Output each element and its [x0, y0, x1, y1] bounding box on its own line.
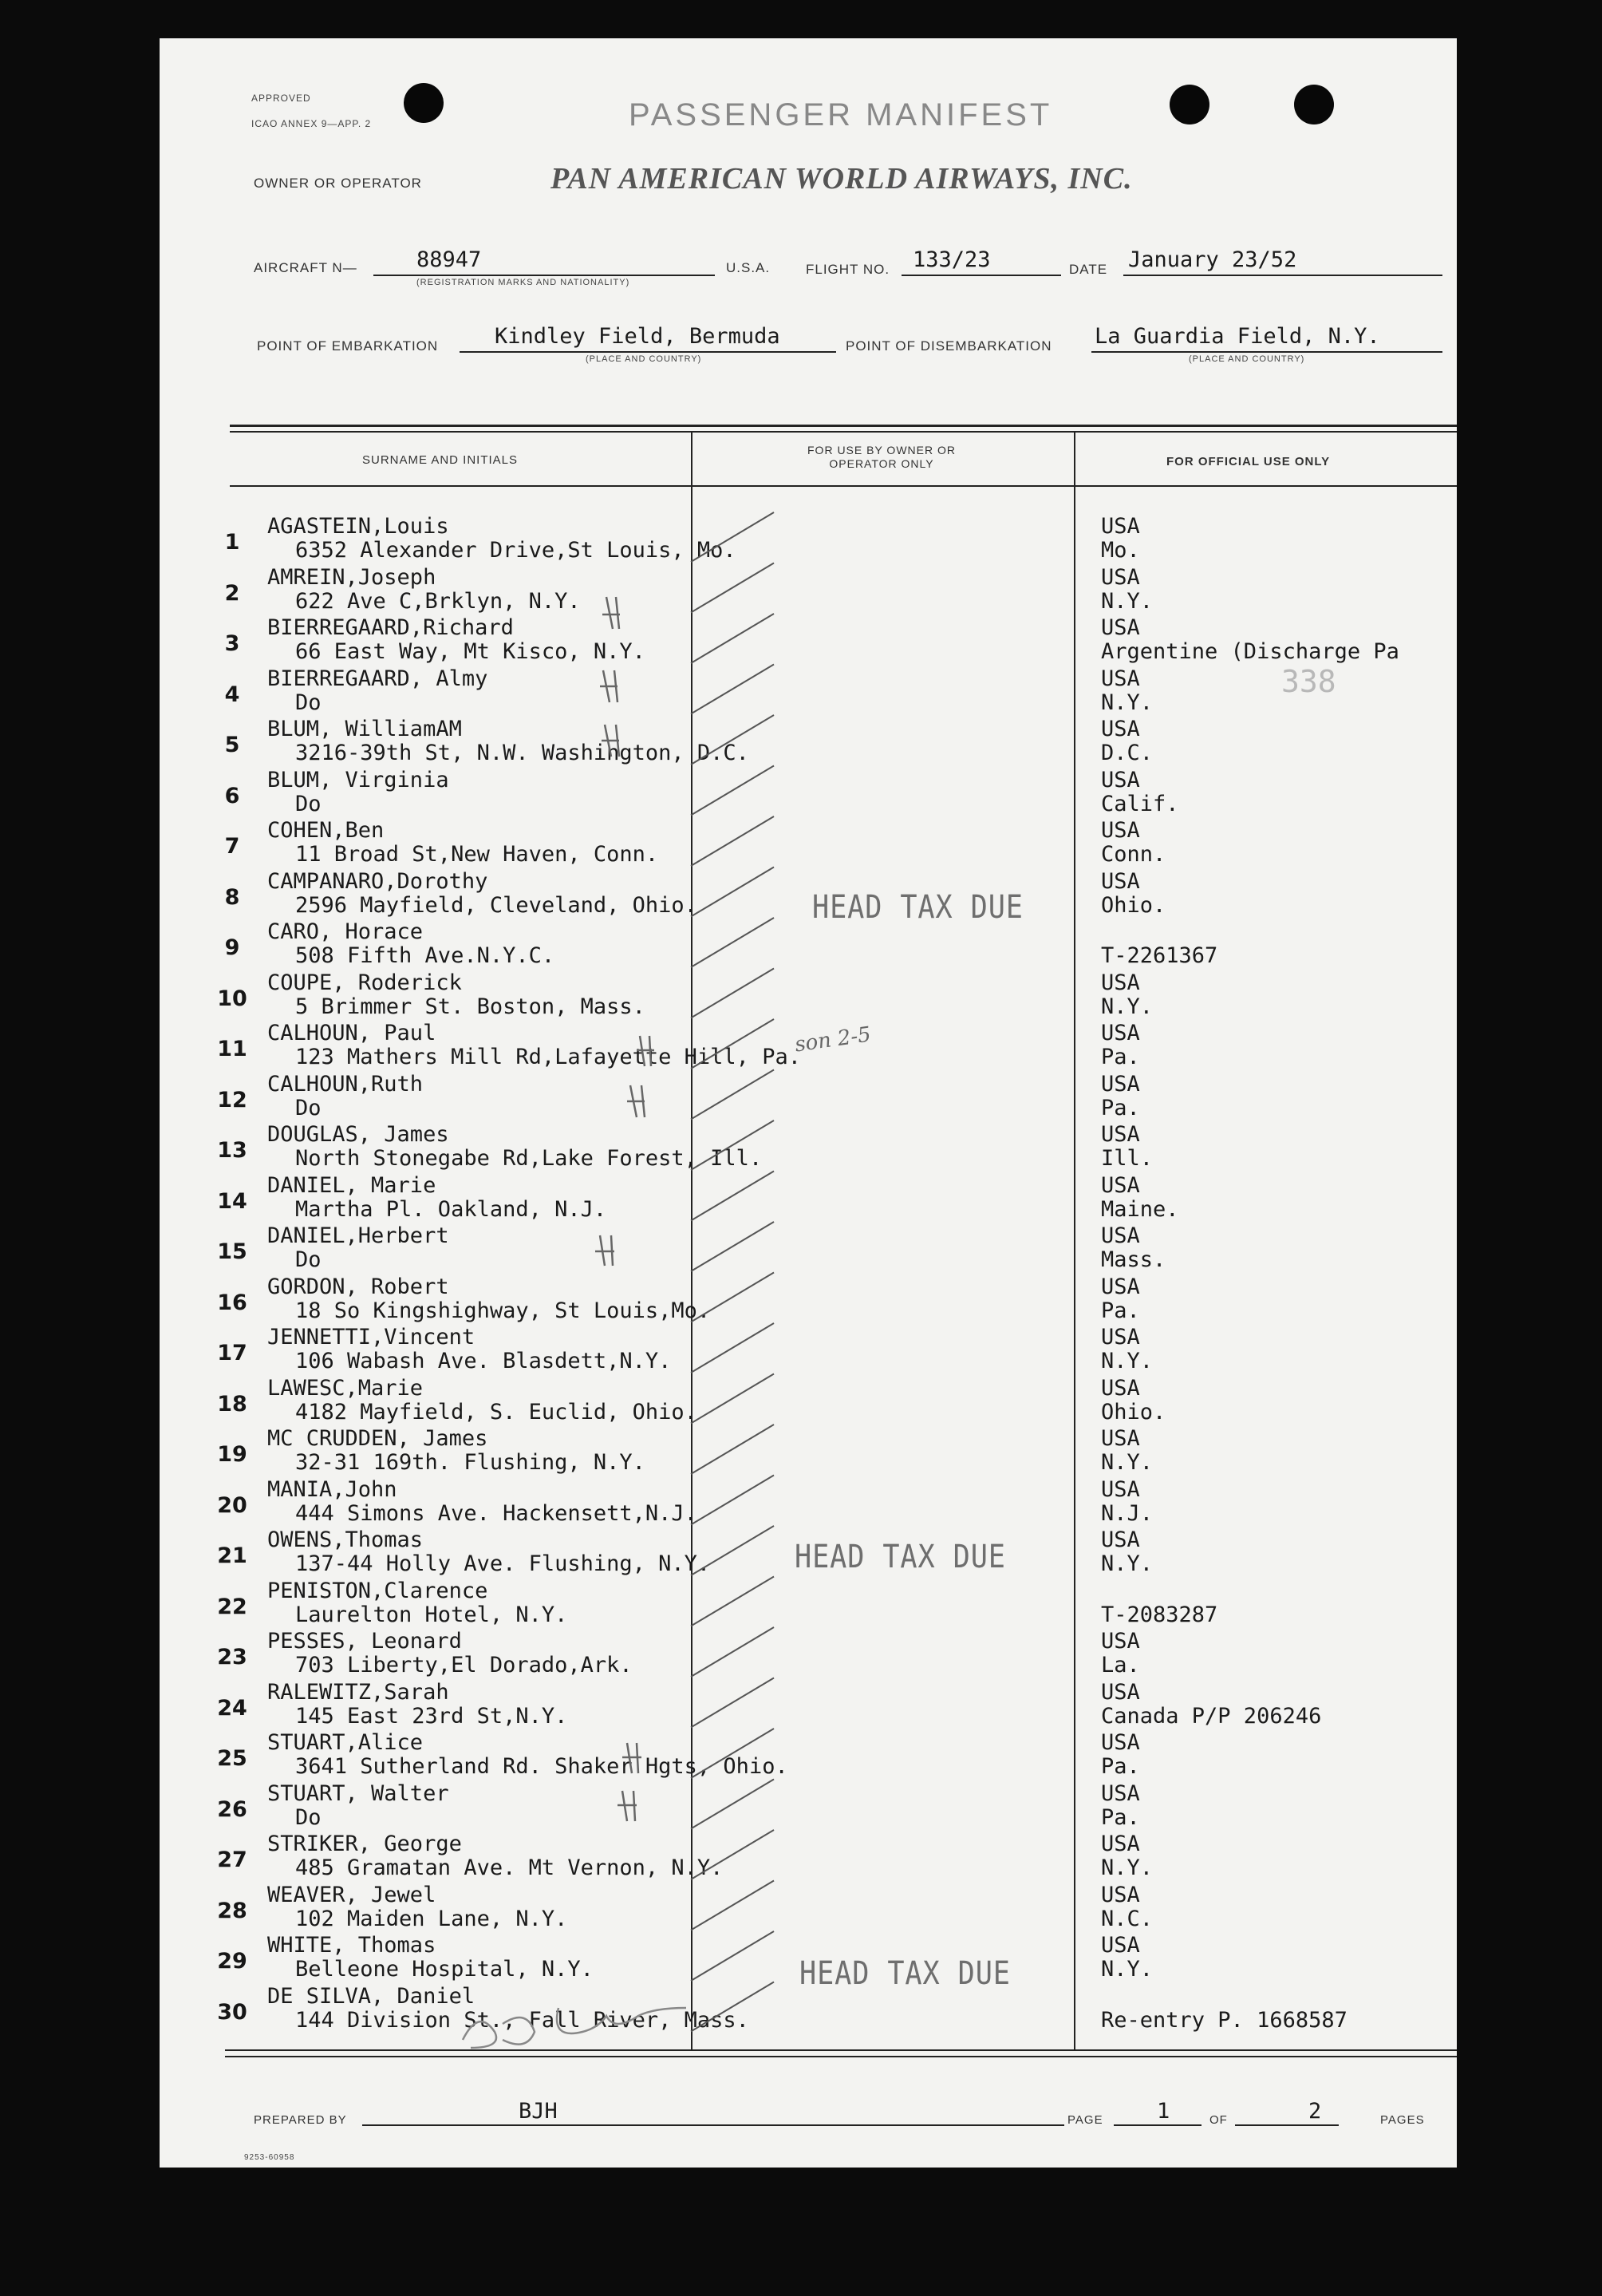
row-number: 24 [217, 1695, 247, 1721]
row-number: 27 [217, 1847, 247, 1872]
row-number: 26 [217, 1796, 247, 1822]
official-country: USA [1101, 564, 1140, 590]
official-country: USA [1101, 970, 1140, 995]
embark-value: Kindley Field, Bermuda [495, 324, 780, 349]
passenger-name: STRIKER, George [267, 1832, 462, 1856]
passenger-address: 102 Maiden Lane, N.Y. [295, 1906, 568, 1931]
passenger-address: Do [295, 1804, 322, 1830]
row-number: 4 [224, 682, 240, 707]
check-slash [691, 1323, 774, 1373]
official-country: USA [1101, 1933, 1140, 1958]
owner-value: PAN AMERICAN WORLD AIRWAYS, INC. [550, 162, 1133, 196]
row-number: 22 [217, 1594, 247, 1619]
passenger-address: Do [295, 1247, 322, 1272]
row-number: 13 [217, 1138, 247, 1163]
passenger-name: COUPE, Roderick [267, 970, 462, 995]
page-total: 2 [1308, 2099, 1322, 2124]
pages-label: PAGES [1380, 2113, 1425, 2127]
date-value: January 23/52 [1128, 247, 1297, 272]
official-country: USA [1101, 1780, 1140, 1806]
check-slash [691, 1931, 774, 1981]
passenger-address: 145 East 23rd St,N.Y. [295, 1703, 568, 1729]
check-slash [691, 918, 774, 967]
row-number: 30 [217, 1999, 247, 2025]
handwritten-checkmarks [160, 38, 1457, 2168]
official-detail: N.Y. [1101, 1551, 1154, 1576]
official-country: USA [1101, 818, 1140, 843]
aircraft-label: AIRCRAFT N— [254, 260, 357, 275]
passenger-address: 3216-39th St, N.W. Washington, D.C. [295, 741, 749, 765]
row-number: 7 [224, 834, 240, 859]
aircraft-number: 88947 [416, 247, 482, 272]
rule [362, 2124, 1064, 2126]
row-number: 23 [217, 1645, 247, 1670]
passenger-name: CALHOUN, Paul [267, 1021, 436, 1045]
check-slash [691, 665, 774, 714]
row-number: 3 [224, 631, 240, 656]
check-slash [691, 1577, 774, 1626]
official-country: USA [1101, 615, 1140, 640]
official-country: USA [1101, 1882, 1140, 1907]
passenger-name: AGASTEIN,Louis [267, 514, 449, 539]
row-number: 15 [217, 1239, 247, 1264]
manifest-sheet [160, 38, 1457, 2168]
official-detail: N.Y. [1101, 588, 1154, 614]
date-label: DATE [1069, 262, 1108, 277]
check-slash [691, 1627, 774, 1677]
passenger-name: CARO, Horace [267, 919, 424, 944]
passenger-name: RALEWITZ,Sarah [267, 1679, 449, 1705]
check-slash [691, 563, 774, 613]
official-detail: Mass. [1101, 1247, 1166, 1272]
official-detail: Argentine (Discharge Pa [1101, 639, 1399, 664]
passenger-address: 485 Gramatan Ave. Mt Vernon, N.Y. [295, 1855, 724, 1880]
row-number: 8 [224, 884, 240, 910]
official-detail: N.J. [1101, 1500, 1154, 1526]
passenger-address: Do [295, 791, 322, 816]
passenger-name: CALHOUN,Ruth [267, 1071, 424, 1097]
check-slash [691, 614, 774, 663]
passenger-address: 6352 Alexander Drive,St Louis, Mo. [295, 538, 736, 563]
official-detail: Mo. [1101, 538, 1140, 563]
faint-number: 338 [1281, 664, 1336, 699]
check-slash [691, 1526, 774, 1575]
official-country: USA [1101, 1476, 1140, 1502]
page-title: PASSENGER MANIFEST [629, 97, 1053, 132]
official-detail: Re-entry P. 1668587 [1101, 2007, 1347, 2033]
check-slash [691, 1982, 774, 2032]
page-label: PAGE [1067, 2113, 1103, 2127]
official-detail: Ohio. [1101, 892, 1166, 918]
owner-label: OWNER OR OPERATOR [254, 176, 422, 191]
passenger-name: OWENS,Thomas [267, 1527, 424, 1552]
official-country: USA [1101, 1629, 1140, 1654]
check-slash [691, 1425, 774, 1474]
check-slash [691, 1729, 774, 1778]
row-number: 11 [217, 1037, 247, 1061]
passenger-name: WHITE, Thomas [267, 1933, 436, 1958]
passenger-name: STUART,Alice [267, 1730, 424, 1755]
handwritten-note: son 2-5 [793, 1022, 873, 1057]
passenger-name: DANIEL, Marie [267, 1172, 436, 1198]
passenger-name: WEAVER, Jewel [267, 1882, 436, 1907]
official-detail: Maine. [1101, 1196, 1179, 1222]
official-detail: Pa. [1101, 1804, 1140, 1830]
passenger-address: 703 Liberty,El Dorado,Ark. [295, 1653, 633, 1678]
check-slash [691, 715, 774, 765]
official-country: USA [1101, 1274, 1140, 1299]
official-country: USA [1101, 1426, 1140, 1451]
row-number: 19 [217, 1442, 247, 1467]
flight-number: 133/23 [913, 247, 991, 272]
check-slash [691, 1070, 774, 1120]
official-country: USA [1101, 1832, 1140, 1856]
disembark-value: La Guardia Field, N.Y. [1095, 324, 1380, 349]
check-slash [691, 1830, 774, 1879]
disembark-label: POINT OF DISEMBARKATION [846, 338, 1052, 354]
row-number: 10 [217, 986, 247, 1011]
row-number: 18 [217, 1391, 247, 1417]
row-number: 1 [224, 530, 240, 555]
rule [1235, 2124, 1339, 2126]
head-tax-stamp: HEAD TAX DUE [795, 1539, 1006, 1575]
check-slash [691, 1476, 774, 1525]
official-detail: Ill. [1101, 1146, 1154, 1171]
check-slash [691, 1273, 774, 1322]
passenger-name: AMREIN,Joseph [267, 564, 436, 590]
passenger-name: BIERREGAARD, Almy [267, 666, 488, 691]
passenger-name: BIERREGAARD,Richard [267, 615, 514, 640]
official-detail: Pa. [1101, 1095, 1140, 1120]
row-number: 21 [217, 1543, 247, 1568]
row-number: 20 [217, 1492, 247, 1518]
passenger-name: BLUM, WilliamAM [267, 717, 462, 741]
passenger-name: GORDON, Robert [267, 1274, 449, 1299]
official-detail: N.Y. [1101, 690, 1154, 715]
check-slash [691, 1019, 774, 1069]
official-country: USA [1101, 1122, 1140, 1147]
row-number: 9 [224, 935, 240, 960]
official-detail: N.Y. [1101, 1957, 1154, 1982]
check-slash [691, 969, 774, 1018]
head-tax-stamp: HEAD TAX DUE [799, 1955, 1011, 1992]
official-detail: Conn. [1101, 842, 1166, 867]
head-tax-stamp: HEAD TAX DUE [812, 889, 1024, 926]
row-number: 6 [224, 783, 240, 808]
prepared-label: PREPARED BY [254, 2113, 347, 2127]
official-detail: T-2083287 [1101, 1602, 1218, 1627]
passenger-address: 18 So Kingshighway, St Louis,Mo. [295, 1298, 711, 1323]
row-number: 17 [217, 1341, 247, 1365]
official-country: USA [1101, 868, 1140, 894]
passenger-address: Belleone Hospital, N.Y. [295, 1957, 594, 1982]
passenger-name: BLUM, Virginia [267, 767, 449, 792]
official-country: USA [1101, 1325, 1140, 1350]
column-header-owner: FOR USE BY OWNER OR OPERATOR ONLY [807, 444, 956, 470]
official-country: USA [1101, 666, 1140, 691]
rule [1114, 2124, 1202, 2126]
passenger-name: PESSES, Leonard [267, 1629, 462, 1654]
official-country: USA [1101, 1375, 1140, 1401]
passenger-name: COHEN,Ben [267, 818, 385, 843]
row-number: 25 [217, 1746, 247, 1771]
passenger-address: 123 Mathers Mill Rd,Lafayette Hill, Pa. [295, 1045, 801, 1069]
registration-note: (REGISTRATION MARKS AND NATIONALITY) [416, 278, 630, 287]
official-detail: Calif. [1101, 791, 1179, 816]
passenger-address: 2596 Mayfield, Cleveland, Ohio. [295, 892, 697, 918]
official-detail: Pa. [1101, 1754, 1140, 1779]
official-country: USA [1101, 717, 1140, 741]
passenger-name: MC CRUDDEN, James [267, 1426, 488, 1451]
place-note: (PLACE AND COUNTRY) [1189, 354, 1305, 364]
place-note: (PLACE AND COUNTRY) [586, 354, 702, 364]
official-detail: N.Y. [1101, 1450, 1154, 1475]
passenger-address: North Stonegabe Rd,Lake Forest, Ill. [295, 1146, 763, 1171]
approval-note: APPROVED [251, 93, 311, 104]
usa-label: U.S.A. [726, 260, 771, 275]
check-slash [691, 1172, 774, 1221]
column-header-surname: SURNAME AND INITIALS [362, 453, 519, 467]
row-number: 28 [217, 1898, 247, 1923]
row-number: 16 [217, 1290, 247, 1315]
passenger-address: 5 Brimmer St. Boston, Mass. [295, 994, 645, 1019]
passenger-name: CAMPANARO,Dorothy [267, 868, 488, 894]
passenger-name: DANIEL,Herbert [267, 1223, 449, 1248]
passenger-address: 32-31 169th. Flushing, N.Y. [295, 1450, 645, 1475]
passenger-address: Do [295, 1095, 322, 1120]
official-country: USA [1101, 1021, 1140, 1045]
passenger-address: 106 Wabash Ave. Blasdett,N.Y. [295, 1349, 672, 1373]
official-detail: Canada P/P 206246 [1101, 1703, 1322, 1729]
passenger-address: 444 Simons Ave. Hackensett,N.J. [295, 1500, 697, 1526]
passenger-name: DOUGLAS, James [267, 1122, 449, 1147]
passenger-address: 3641 Sutherland Rd. Shaker Hgts, Ohio. [295, 1754, 788, 1779]
row-number: 12 [217, 1087, 247, 1112]
check-slash [691, 512, 774, 562]
check-slash [691, 1222, 774, 1271]
passenger-address: 66 East Way, Mt Kisco, N.Y. [295, 639, 645, 664]
signature-scrawl [463, 2008, 686, 2048]
passenger-name: JENNETTI,Vincent [267, 1325, 475, 1350]
official-detail: D.C. [1101, 741, 1154, 765]
of-label: OF [1209, 2113, 1228, 2127]
official-country: USA [1101, 1527, 1140, 1552]
row-number: 29 [217, 1949, 247, 1974]
passenger-name: PENISTON,Clarence [267, 1578, 488, 1603]
check-slash [691, 816, 774, 866]
passenger-address: 144 Division St., Fall River, Mass. [295, 2007, 749, 2033]
official-country: USA [1101, 1071, 1140, 1097]
passenger-address: 11 Broad St,New Haven, Conn. [295, 842, 659, 867]
official-country: USA [1101, 1730, 1140, 1755]
official-country: USA [1101, 1679, 1140, 1705]
passenger-address: Do [295, 690, 322, 715]
passenger-address: 508 Fifth Ave.N.Y.C. [295, 943, 555, 968]
passenger-name: LAWESC,Marie [267, 1375, 424, 1401]
icao-note: ICAO ANNEX 9—APP. 2 [251, 118, 372, 129]
passenger-address: Laurelton Hotel, N.Y. [295, 1602, 568, 1627]
official-detail: N.Y. [1101, 1349, 1154, 1373]
form-code: 9253-60958 [244, 2153, 295, 2162]
check-slash [691, 1374, 774, 1424]
official-detail: T-2261367 [1101, 943, 1218, 968]
check-slash [691, 766, 774, 816]
official-country: USA [1101, 1172, 1140, 1198]
column-header-official: FOR OFFICIAL USE ONLY [1166, 455, 1331, 468]
official-country: USA [1101, 767, 1140, 792]
passenger-address: 622 Ave C,Brklyn, N.Y. [295, 588, 581, 614]
check-slash [691, 867, 774, 917]
official-detail: Pa. [1101, 1045, 1140, 1069]
passenger-address: 4182 Mayfield, S. Euclid, Ohio. [295, 1399, 697, 1425]
official-detail: N.Y. [1101, 994, 1154, 1019]
official-detail: Ohio. [1101, 1399, 1166, 1425]
passenger-name: MANIA,John [267, 1476, 397, 1502]
official-detail: La. [1101, 1653, 1140, 1678]
check-slash [691, 1780, 774, 1829]
passenger-address: Martha Pl. Oakland, N.J. [295, 1196, 607, 1222]
passenger-name: STUART, Walter [267, 1780, 449, 1806]
check-slash [691, 1120, 774, 1170]
official-detail: N.Y. [1101, 1855, 1154, 1880]
official-detail: N.C. [1101, 1906, 1154, 1931]
official-country: USA [1101, 514, 1140, 539]
check-slash [691, 1678, 774, 1728]
prepared-value: BJH [519, 2099, 558, 2124]
official-country: USA [1101, 1223, 1140, 1248]
embark-label: POINT OF EMBARKATION [257, 338, 439, 354]
official-detail: Pa. [1101, 1298, 1140, 1323]
flight-label: FLIGHT NO. [806, 262, 890, 277]
row-number: 2 [224, 580, 240, 606]
page-number: 1 [1157, 2099, 1170, 2124]
row-number: 5 [224, 733, 240, 757]
row-number: 14 [217, 1188, 247, 1214]
passenger-name: DE SILVA, Daniel [267, 1983, 475, 2009]
passenger-address: 137-44 Holly Ave. Flushing, N.Y. [295, 1551, 711, 1576]
check-slash [691, 1881, 774, 1930]
